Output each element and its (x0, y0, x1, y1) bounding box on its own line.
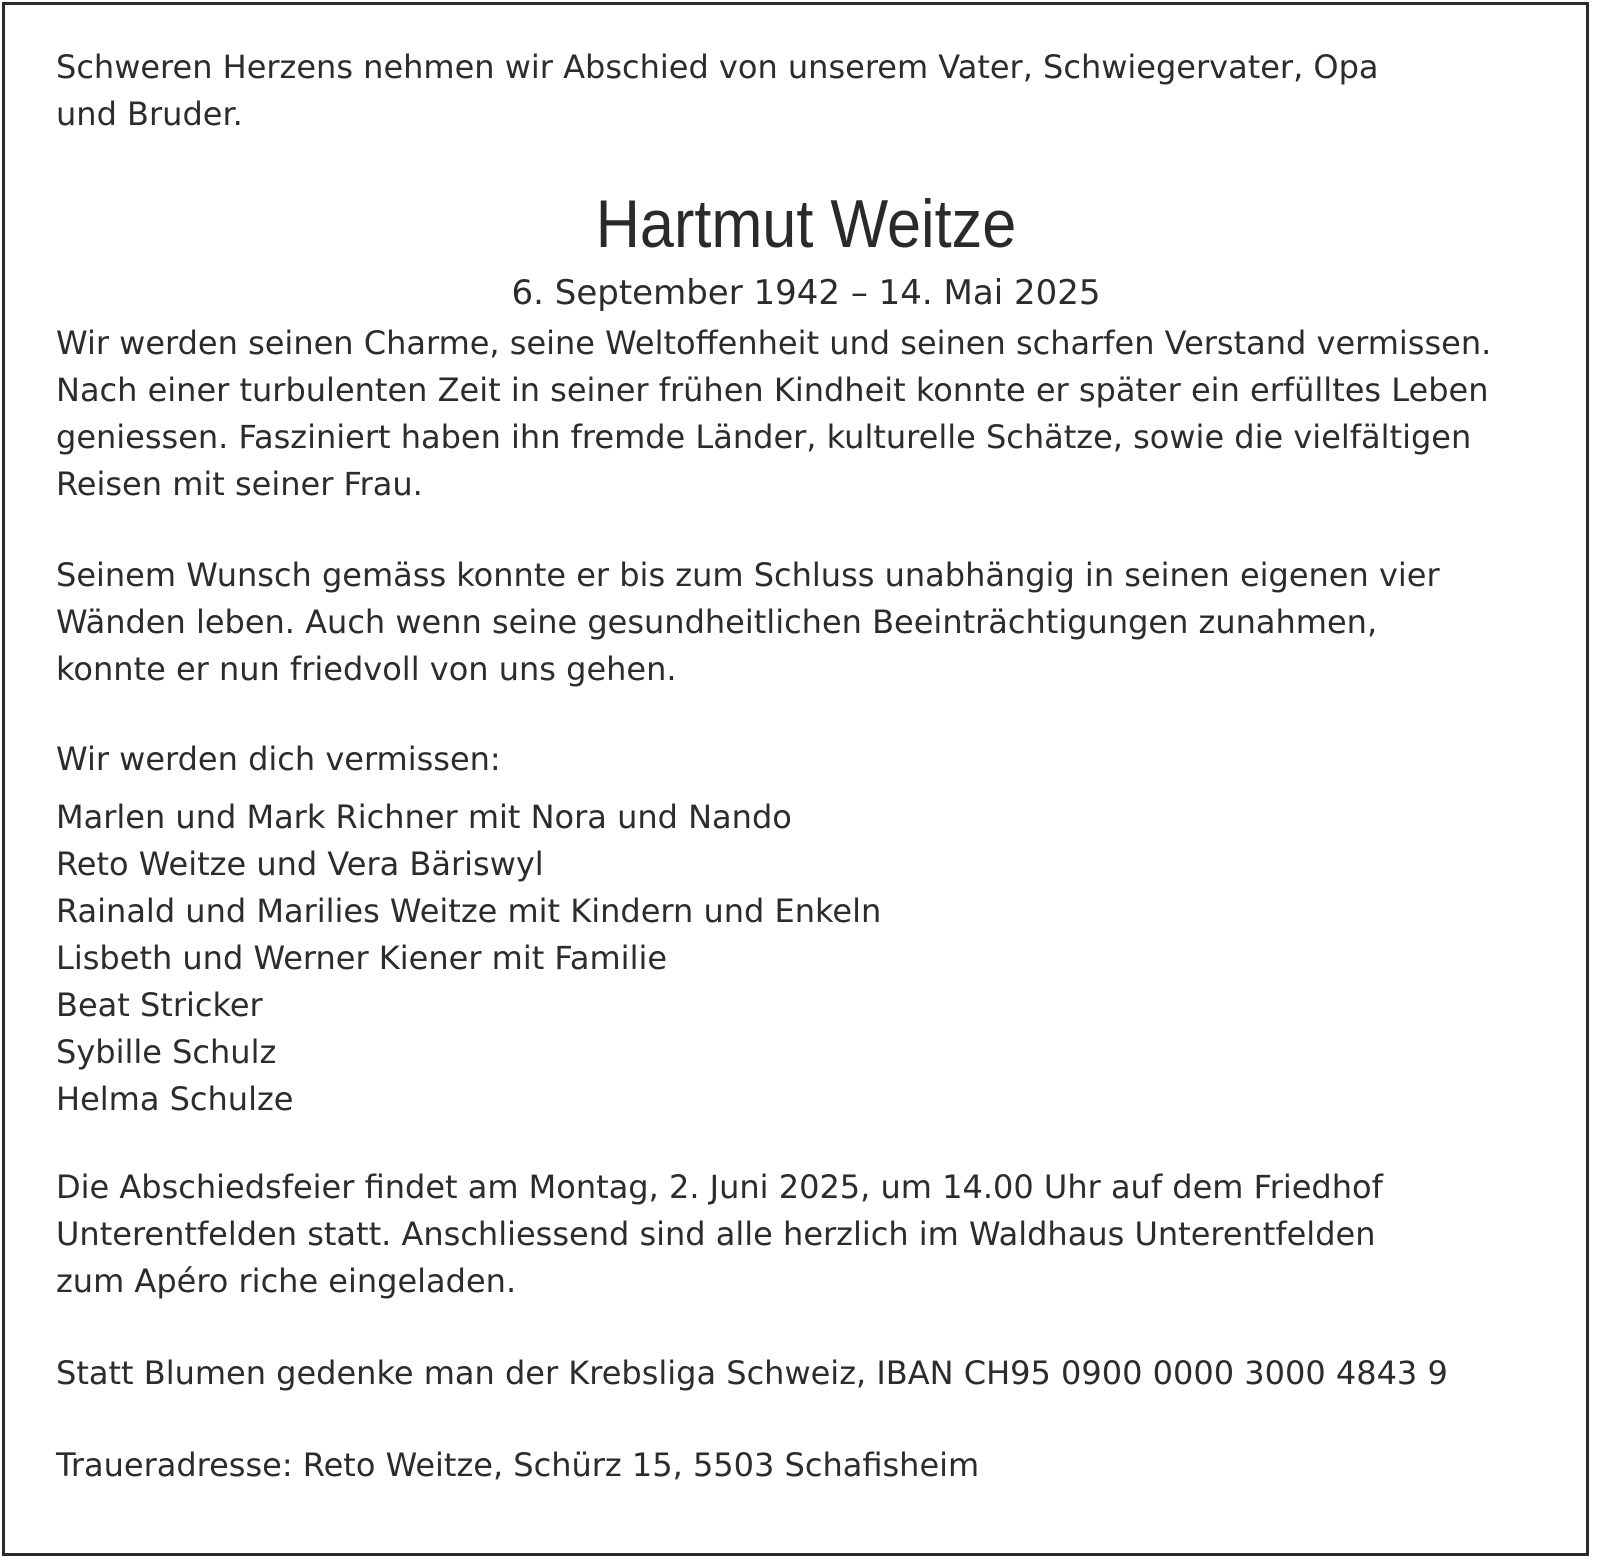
paragraph-line: geniessen. Fasziniert haben ihn fremde Länder, kulturelle Schätze, sowie die vielfältigen (56, 418, 1472, 456)
intro-line: Schweren Herzens nehmen wir Abschied von unserem Vater, Schwiegervater, Opa (56, 48, 1379, 86)
deceased-name: Hartmut Weitze (595, 186, 1017, 262)
mourner-entry: Beat Stricker (56, 986, 263, 1024)
mourners-list (56, 794, 881, 1123)
paragraph-line: Wir werden seinen Charme, seine Weltoffenheit und seinen scharfen Verstand vermissen. (56, 324, 1492, 362)
paragraph-line: konnte er nun friedvoll von uns gehen. (56, 650, 677, 688)
paragraph-line: Nach einer turbulenten Zeit in seiner frühen Kindheit konnte er später ein erfülltes Leben (56, 371, 1489, 409)
mourner-entry: Sybille Schulz (56, 1033, 277, 1071)
life-dates: 6. September 1942 – 14. Mai 2025 (511, 273, 1101, 313)
mourner-entry: Lisbeth und Werner Kiener mit Familie (56, 939, 668, 977)
ceremony-line: zum Apéro riche eingeladen. (56, 1262, 517, 1300)
mourner-entry: Rainald und Marilies Weitze mit Kindern und Enkeln (56, 892, 882, 930)
ceremony-info (56, 1164, 1383, 1305)
intro-line: und Bruder. (56, 95, 243, 133)
paragraph-line: Reisen mit seiner Frau. (56, 465, 423, 503)
mourner-entry: Marlen und Mark Richner mit Nora und Nando (56, 798, 792, 836)
paragraph-line: Wänden leben. Auch wenn seine gesundheitlichen Beeinträchtigungen zunahmen, (56, 603, 1378, 641)
ceremony-line: Die Abschiedsfeier findet am Montag, 2. Juni 2025, um 14.00 Uhr auf dem Friedhof (56, 1168, 1383, 1206)
paragraph-line: Seinem Wunsch gemäss konnte er bis zum Schluss unabhängig in seinen eigenen vier (56, 556, 1440, 594)
mourner-entry: Reto Weitze und Vera Bäriswyl (56, 845, 544, 883)
donation-info: Statt Blumen gedenke man der Krebsliga Schweiz, IBAN CH95 0900 0000 3000 4843 9 (56, 1354, 1448, 1392)
paragraph-memories (56, 320, 1491, 508)
mourners-intro: Wir werden dich vermissen: (56, 740, 501, 778)
paragraph-wish (56, 552, 1440, 693)
intro-text (56, 44, 1379, 138)
mourning-address: Traueradresse: Reto Weitze, Schürz 15, 5503 Schafisheim (56, 1446, 980, 1484)
mourner-entry: Helma Schulze (56, 1080, 294, 1118)
ceremony-line: Unterentfelden statt. Anschliessend sind alle herzlich im Waldhaus Unterentfelden (56, 1215, 1376, 1253)
